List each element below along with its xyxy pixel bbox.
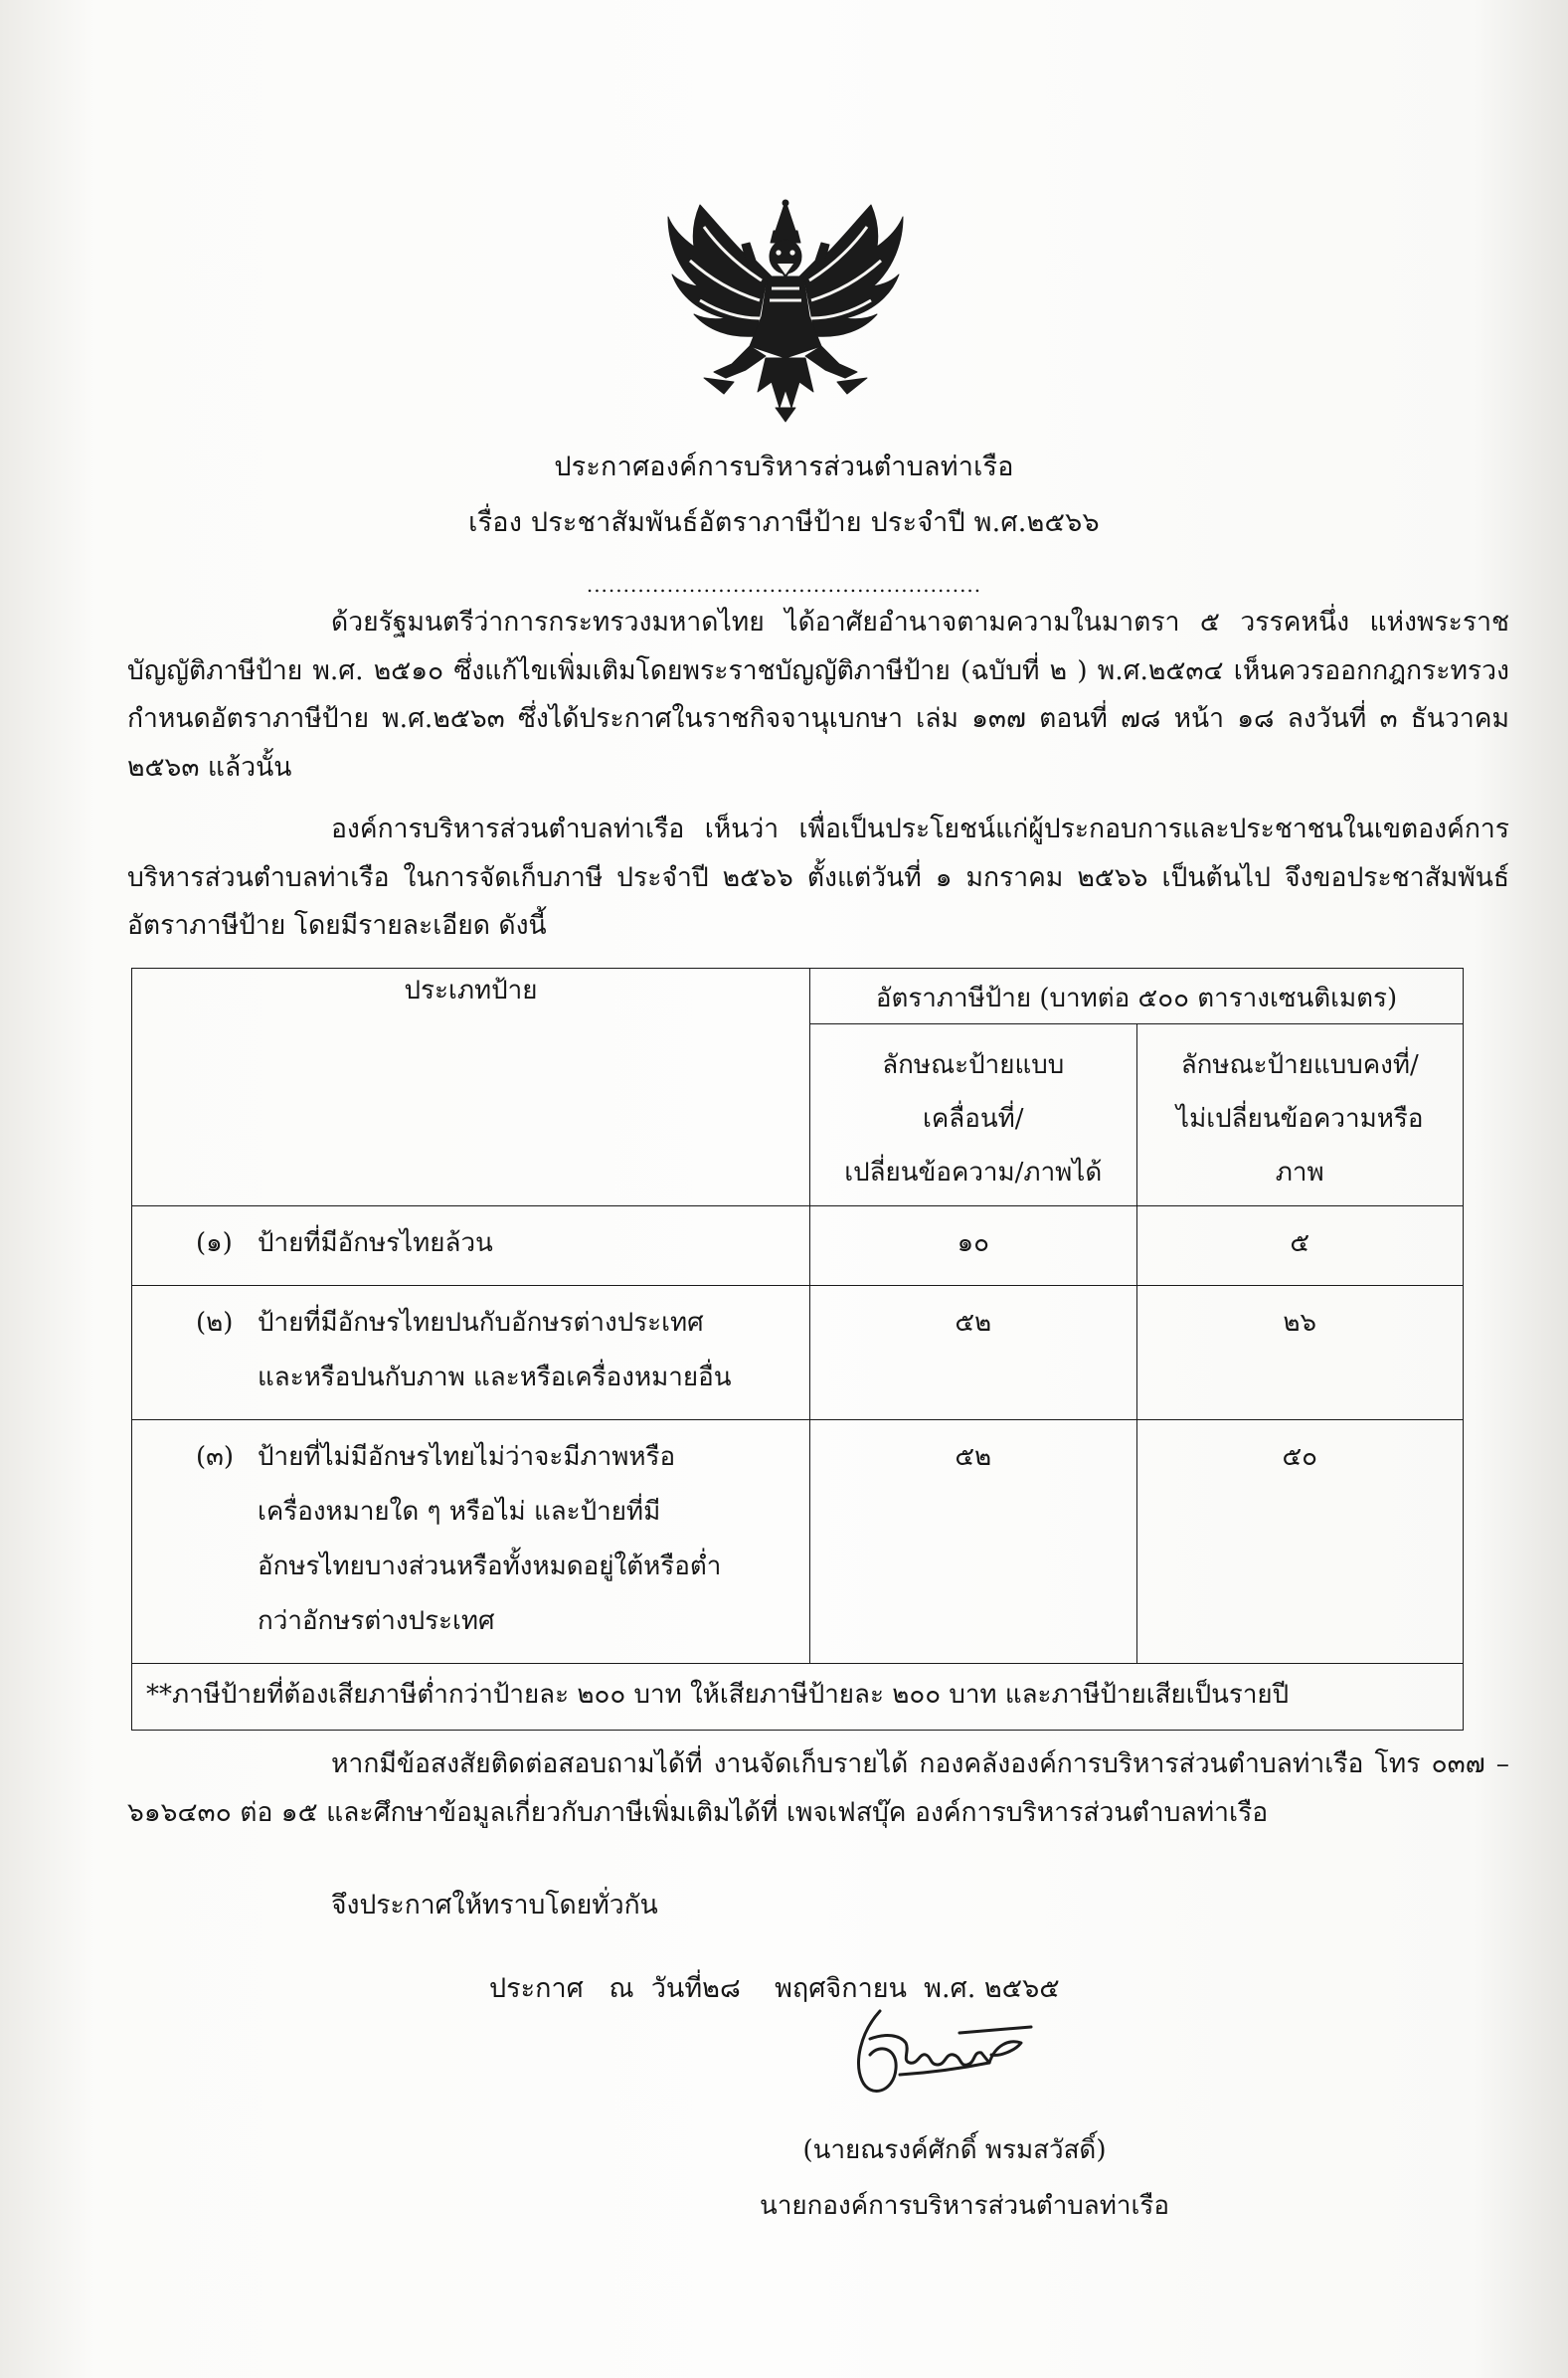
sign-type-cell [132,1286,810,1420]
fixed-rate-cell: ๕ [1136,1206,1464,1286]
signer-name: (นายณรงค์ศักดิ์ พรมสวัสดิ์) [802,2135,1107,2165]
subheader-moving-line-2: เคลื่อนที่/ [923,1104,1024,1134]
announcement-date: ประกาศ ณ วันที่๒๘ พฤศจิกายน พ.ศ. ๒๕๖๕ [489,1973,1060,2004]
fixed-rate-cell: ๒๖ [1136,1286,1464,1420]
sign-type-line: ป้ายที่มีอักษรไทยล้วน [258,1228,493,1258]
sign-type-line: กว่าอักษรต่างประเทศ [258,1606,495,1636]
body-paragraph-1-text: ด้วยรัฐมนตรีว่าการกระทรวงมหาดไทย ได้อาศัยอำนาจตามความในมาตรา ๕ วรรคหนึ่ง แห่งพระราชบัญญัติภาษีป้าย พ.ศ. ๒๕๑๐ ซึ่งแก้ไขเพิ่มเติมโดยพระราชบัญญัติภาษีป้าย (ฉบับที่ ๒ ) พ.ศ.๒๕๓๔ เห็นควรออกกฎกระทรวงกำหนดอัตราภาษีป้าย พ.ศ.๒๕๖๓ ซึ่งได้ประกาศในราชกิจจานุเบกษา เล่ม ๑๓๗ ตอนที่ ๗๘ หน้า ๑๘ ลงวันที่ ๓ ธันวาคม ๒๕๖๓ แล้วนั้น [127,607,1509,783]
subheader-fixed-sign [1136,1024,1464,1206]
row-number: (๓) [196,1442,235,1472]
signature-icon [840,2003,1034,2103]
body-paragraph-1 [127,599,1509,792]
moving-rate-cell: ๕๒ [810,1420,1136,1664]
body-paragraph-2-text: องค์การบริหารส่วนตำบลท่าเรือ เห็นว่า เพื่อเป็นประโยชน์แก่ผู้ประกอบการและประชาชนในเขตองค์การบริหารส่วนตำบลท่าเรือ ในการจัดเก็บภาษี ประจำปี ๒๕๖๖ ตั้งแต่วันที่ ๑ มกราคม ๒๕๖๖ เป็นต้นไป จึงขอประชาสัมพันธ์อัตราภาษีป้าย โดยมีรายละเอียด ดังนี้ [127,814,1509,941]
notice-title-line-1: ประกาศองค์การบริหารส่วนตำบลท่าเรือ [554,452,1014,482]
subheader-moving-line-1: ลักษณะป้ายแบบ [882,1050,1065,1080]
announcement-closing [127,1882,1509,1930]
sign-type-line: ป้ายที่ไม่มีอักษรไทยไม่ว่าจะมีภาพหรือ [258,1442,676,1472]
garuda-emblem-icon [664,197,907,426]
header-tax-rate: อัตราภาษีป้าย (บาทต่อ ๕๐๐ ตารางเซนติเมตร) [810,969,1464,1024]
subheader-fixed-line-2: ไม่เปลี่ยนข้อความหรือ [1176,1104,1424,1134]
dotted-divider: ...................................................... [586,573,982,597]
table-header-row [132,969,1464,1024]
body-paragraph-2 [127,806,1509,951]
subheader-fixed-line-1: ลักษณะป้ายแบบคงที่/ [1180,1050,1419,1080]
table-row [132,1420,1464,1664]
fixed-rate-cell: ๕๐ [1136,1420,1464,1664]
subheader-moving-sign [810,1024,1136,1206]
sign-type-line: อักษรไทยบางส่วนหรือทั้งหมดอยู่ใต้หรือต่ำ [258,1552,722,1581]
sign-type-line: ป้ายที่มีอักษรไทยปนกับอักษรต่างประเทศ [258,1308,704,1338]
contact-paragraph [127,1740,1509,1837]
signer-position: นายกองค์การบริหารส่วนตำบลท่าเรือ [760,2191,1169,2221]
contact-paragraph-text: หากมีข้อสงสัยติดต่อสอบถามได้ที่ งานจัดเก็บรายได้ กองคลังองค์การบริหารส่วนตำบลท่าเรือ โทร ๐๓๗ – ๖๑๖๔๓๐ ต่อ ๑๕ และศึกษาข้อมูลเกี่ยวกับภาษีเพิ่มเติมได้ที่ เพจเฟสบุ๊ค องค์การบริหารส่วนตำบลท่าเรือ [127,1748,1509,1828]
row-number: (๒) [196,1308,234,1338]
subheader-moving-line-3: เปลี่ยนข้อความ/ภาพได้ [844,1158,1103,1188]
sign-type-cell [132,1420,810,1664]
sign-type-line: และหรือปนกับภาพ และหรือเครื่องหมายอื่น [258,1363,732,1392]
moving-rate-cell: ๑๐ [810,1206,1136,1286]
sign-tax-rate-table [131,968,1464,1731]
sign-type-cell [132,1206,810,1286]
subheader-fixed-line-3: ภาพ [1275,1158,1324,1188]
notice-title-line-2: เรื่อง ประชาสัมพันธ์อัตราภาษีป้าย ประจำปี พ.ศ.๒๕๖๖ [468,507,1100,538]
header-sign-type: ประเภทป้าย [132,969,810,1206]
announcement-closing-text: จึงประกาศให้ทราบโดยทั่วกัน [331,1890,658,1921]
row-number: (๑) [196,1228,233,1258]
table-footnote: **ภาษีป้ายที่ต้องเสียภาษีต่ำกว่าป้ายละ ๒๐๐ บาท ให้เสียภาษีป้ายละ ๒๐๐ บาท และภาษีป้ายเสียเป็นรายปี [132,1664,1464,1731]
moving-rate-cell: ๕๒ [810,1286,1136,1420]
table-row [132,1286,1464,1420]
table-footnote-row [132,1664,1464,1731]
table-row [132,1206,1464,1286]
sign-type-line: เครื่องหมายใด ๆ หรือไม่ และป้ายที่มี [258,1497,661,1527]
